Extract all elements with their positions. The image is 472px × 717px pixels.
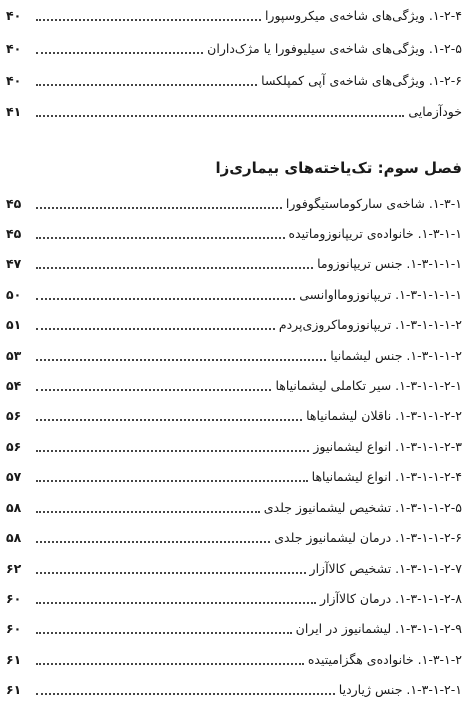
toc-entry [6, 524, 462, 548]
toc-entry [6, 35, 462, 59]
dot-leader [36, 237, 285, 239]
dot-leader [36, 328, 275, 330]
toc-entry-title: ۱-۳-۱-۱-۲-۲. ناقلان لیشمانیاها [306, 408, 462, 423]
toc-entry-page: ۵۶ [6, 439, 22, 454]
toc-entry [6, 676, 462, 700]
toc-entry-page: ۶۲ [6, 561, 22, 576]
toc-entry-title: خودآزمایی [408, 104, 462, 119]
toc-entry [6, 433, 462, 457]
toc-entry-title: ۱-۳-۱-۲-۱. جنس ژیاردیا [338, 682, 462, 697]
toc-entry-title: ۱-۳-۱-۱-۲-۷. تشخیص کالاآزار [309, 561, 462, 576]
dot-leader [36, 359, 326, 361]
toc-entry-page: ۵۷ [6, 469, 22, 484]
dot-leader [36, 541, 270, 543]
toc-entry-page: ۴۵ [6, 226, 22, 241]
dot-leader [36, 389, 271, 391]
toc-entry-page: ۶۱ [6, 682, 22, 697]
dot-leader [36, 572, 306, 574]
toc-entry-title: ۱-۳-۱-۱-۲-۸. درمان کالاآزار [320, 591, 462, 606]
toc-entry [6, 190, 462, 214]
chapter-heading: فصل سوم: تک‌یاخته‌های بیماری‌زا [215, 159, 462, 177]
toc-entry-title: ۱-۲-۴. ویژگی‌های شاخه‌ی میکروسپورا [264, 8, 462, 23]
toc-entry-title: ۱-۲-۵. ویژگی‌های شاخه‌ی سیلیوفورا یا مژک‌داران [207, 41, 462, 56]
toc-entry [6, 585, 462, 609]
toc-entry-title: ۱-۳-۱-۱-۱. جنس تریپانوزوما [317, 256, 462, 271]
dot-leader [36, 19, 261, 21]
toc-entry-page: ۵۰ [6, 287, 22, 302]
dot-leader [36, 602, 316, 604]
toc-entry-page: ۵۳ [6, 348, 22, 363]
toc-entry [6, 67, 462, 91]
toc-entry-title: ۱-۳-۱-۱-۲-۹. لیشمانیوز در ایران [295, 621, 462, 636]
dot-leader [36, 52, 203, 54]
dot-leader [36, 632, 292, 634]
toc-entry-title: ۱-۳-۱-۱-۲-۳. انواع لیشمانیوز [313, 439, 462, 454]
toc-entry [6, 250, 462, 274]
dot-leader [36, 298, 295, 300]
toc-entry-title: ۱-۳-۱-۱-۲-۵. تشخیص لیشمانیوز جلدی [263, 500, 462, 515]
toc-entry-page: ۵۶ [6, 408, 22, 423]
toc-entry [6, 98, 462, 122]
dot-leader [36, 663, 304, 665]
toc-entry-page: ۴۰ [6, 73, 22, 88]
toc-entry-page: ۵۴ [6, 378, 22, 393]
toc-entry-page: ۵۸ [6, 530, 22, 545]
toc-entry [6, 372, 462, 396]
toc-entry-page: ۴۰ [6, 41, 22, 56]
toc-entry [6, 646, 462, 670]
toc-entry-title: ۱-۳-۱-۱-۲-۴. انواع لیشمانیاها [311, 469, 462, 484]
toc-entry [6, 311, 462, 335]
toc-entry-page: ۴۱ [6, 104, 22, 119]
dot-leader [36, 207, 282, 209]
toc-entry-page: ۶۰ [6, 591, 22, 606]
dot-leader [36, 115, 404, 117]
dot-leader [36, 419, 302, 421]
toc-entry-title: ۱-۳-۱. شاخه‌ی سارکوماستیگوفورا [285, 196, 462, 211]
dot-leader [36, 84, 257, 86]
toc-entry-title: ۱-۳-۱-۱-۲. جنس لیشمانیا [330, 348, 462, 363]
dot-leader [36, 511, 260, 513]
toc-entry [6, 281, 462, 305]
toc-entry-page: ۶۰ [6, 621, 22, 636]
toc-entry-page: ۴۵ [6, 196, 22, 211]
dot-leader [36, 480, 308, 482]
toc-entry-title: ۱-۳-۱-۱-۱-۲. تریپانوزوماکروزی‌پردم [278, 317, 462, 332]
toc-entry [6, 555, 462, 579]
toc-entry [6, 342, 462, 366]
toc-entry [6, 615, 462, 639]
toc-entry [6, 2, 462, 26]
toc-entry [6, 494, 462, 518]
toc-entry-page: ۶۱ [6, 652, 22, 667]
toc-entry-page: ۵۱ [6, 317, 22, 332]
toc-entry-title: ۱-۳-۱-۱. خانواده‌ی تریپانوزوماتیده [288, 226, 462, 241]
dot-leader [36, 450, 309, 452]
dot-leader [36, 693, 335, 695]
toc-entry [6, 402, 462, 426]
toc-entry-title: ۱-۲-۶. ویژگی‌های شاخه‌ی آپی کمپلکسا [261, 73, 462, 88]
toc-entry-page: ۴۷ [6, 256, 22, 271]
dot-leader [36, 267, 313, 269]
toc-entry-page: ۵۸ [6, 500, 22, 515]
toc-entry [6, 463, 462, 487]
toc-entry [6, 220, 462, 244]
toc-entry-title: ۱-۳-۱-۱-۱-۱. تریپانوزومااوانسی [299, 287, 462, 302]
toc-entry-title: ۱-۳-۱-۲. خانواده‌ی هگزامیتیده [307, 652, 462, 667]
toc-entry-page: ۴۰ [6, 8, 22, 23]
toc-entry-title: ۱-۳-۱-۱-۲-۶. درمان لیشمانیوز جلدی [274, 530, 462, 545]
toc-entry-title: ۱-۳-۱-۱-۲-۱. سیر تکاملی لیشمانیاها [275, 378, 462, 393]
